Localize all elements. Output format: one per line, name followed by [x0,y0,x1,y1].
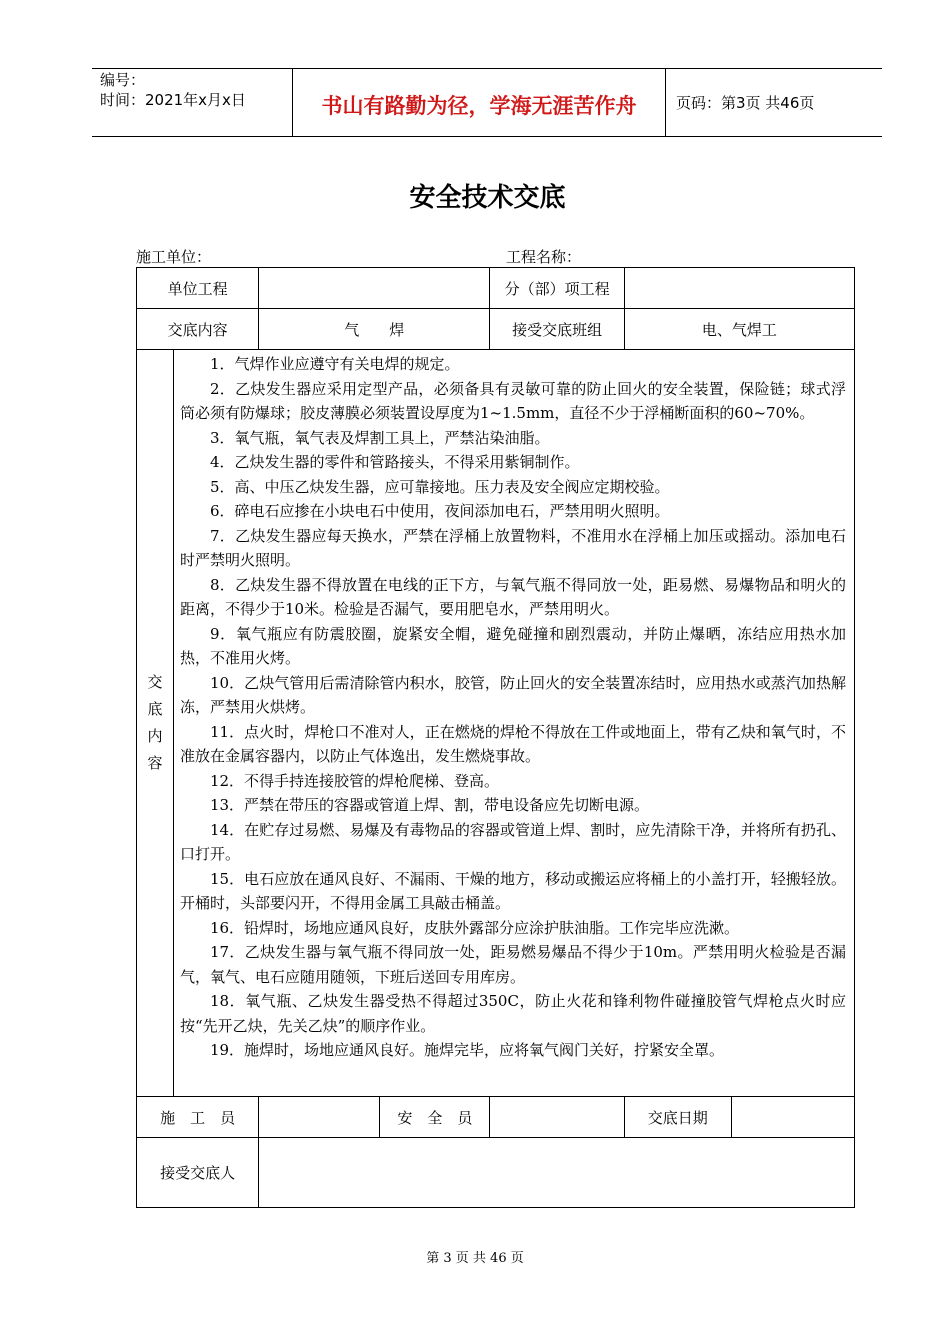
sub-project-label: 分（部）项工程 [490,268,625,309]
safety-officer-value [490,1097,625,1138]
briefing-date-value [731,1097,854,1138]
safety-briefing-table [136,267,855,1208]
body-content [173,350,854,1097]
safety-officer-label: 安 全 员 [380,1097,490,1138]
body-side-label: 交 底 内 容 [137,350,174,1097]
list-item: 8．乙炔发生器不得放置在电线的正下方，与氧气瓶不得同放一处，距易燃、易爆物品和明火的距离，不得少于10米。检验是否漏气，要用肥皂水，严禁用明火。 [179,575,846,618]
footer-page-number: 第 3 页 共 46 页 [426,1251,524,1266]
content-value: 气 焊 [259,309,490,350]
list-item: 18．氧气瓶、乙炔发生器受热不得超过350C，防止火花和锋利物件碰撞胶管气焊枪点火时应按“先开乙炔，先关乙炔”的顺序作业。 [179,992,846,1035]
team-value: 电、气焊工 [624,309,854,350]
list-item: 3．氧气瓶，氧气表及焊割工具上，严禁沾染油脂。 [209,428,550,447]
receiver-label: 接受交底人 [137,1138,259,1208]
header-bottom-rule [92,136,882,137]
list-item: 16．铅焊时，场地应通风良好，皮肤外露部分应涂护肤油脂。工作完毕应洗漱。 [209,918,740,937]
document-title: 安全技术交底 [409,183,566,213]
header-motto: 书山有路勤为径，学海无涯苦作舟 [321,94,637,118]
table-row-content [137,309,855,350]
content-label: 交底内容 [137,309,259,350]
table-row-body [137,350,855,1097]
list-item: 10．乙炔气管用后需清除管内积水，胶管，防止回火的安全装置冻结时，应用热水或蒸汽加热解冻，严禁用火烘烤。 [179,673,846,716]
sub-project-value [624,268,854,309]
header-left-block [100,70,246,110]
worker-value [259,1097,380,1138]
list-item: 7．乙炔发生器应每天换水，严禁在浮桶上放置物料，不准用水在浮桶上加压或摇动。添加电石时严禁明火照明。 [179,526,846,569]
worker-label: 施 工 员 [137,1097,259,1138]
construction-unit-label: 施工单位： [136,248,212,266]
unit-project-label: 单位工程 [137,268,259,309]
project-name-label: 工程名称： [506,248,582,266]
list-item: 14．在贮存过易燃、易爆及有毒物品的容器或管道上焊、割时，应先清除干净，并将所有扔孔、口打开。 [179,820,846,863]
header-top-rule [92,68,882,69]
header-divider-2 [665,68,666,136]
team-label: 接受交底班组 [490,309,625,350]
list-item: 11．点火时，焊枪口不准对人，正在燃烧的焊枪不得放在工件或地面上，带有乙炔和氧气时，不准放在金属容器内，以防止气体逸出，发生燃烧事故。 [179,722,846,765]
unit-project-value [259,268,490,309]
list-item: 9．氧气瓶应有防震胶圈，旋紧安全帽，避免碰撞和剧烈震动，并防止爆晒，冻结应用热水加热，不准用火烤。 [179,624,846,667]
table-row-unit-project [137,268,855,309]
table-row-signatures [137,1097,855,1138]
list-item: 6．碎电石应掺在小块电石中使用，夜间添加电石，严禁用明火照明。 [209,502,670,520]
briefing-date-label: 交底日期 [624,1097,731,1138]
list-item: 2．乙炔发生器应采用定型产品，必须备具有灵敏可靠的防止回火的安全装置，保险链；球式浮筒必须有防爆球；胶皮薄膜必须装置设厚度为1~1.5mm，直径不少于浮桶断面积的60~70%。 [179,379,846,422]
document-number-label: 编号： [100,71,146,89]
list-item: 15．电石应放在通风良好、不漏雨、干燥的地方，移动或搬运应将桶上的小盖打开，轻搬轻放。开桶时，头部要闪开，不得用金属工具敲击桶盖。 [179,869,846,912]
document-time-label: 时间：2021年x月x日 [100,91,246,109]
list-item: 17．乙炔发生器与氧气瓶不得同放一处，距易燃易爆品不得少于10m。严禁用明火检验是否漏气，氧气、电石应随用随领，下班后送回专用库房。 [179,943,846,986]
list-item: 13．严禁在带压的容器或管道上焊、割，带电设备应先切断电源。 [209,796,650,814]
list-item: 5．高、中压乙炔发生器，应可靠接地。压力表及安全阀应定期校验。 [209,477,670,496]
list-item: 12．不得手持连接胶管的焊枪爬梯、登高。 [209,771,500,790]
receiver-value [259,1138,855,1208]
table-row-receiver [137,1138,855,1208]
list-item: 4．乙炔发生器的零件和管路接头，不得采用紫铜制作。 [209,453,580,471]
list-item: 1．气焊作业应遵守有关电焊的规定。 [209,355,460,373]
list-item: 19．施焊时，场地应通风良好。施焊完毕，应将氧气阀门关好，拧紧安全罩。 [209,1041,725,1059]
header-page-label: 页码：第3页 共46页 [676,94,815,112]
